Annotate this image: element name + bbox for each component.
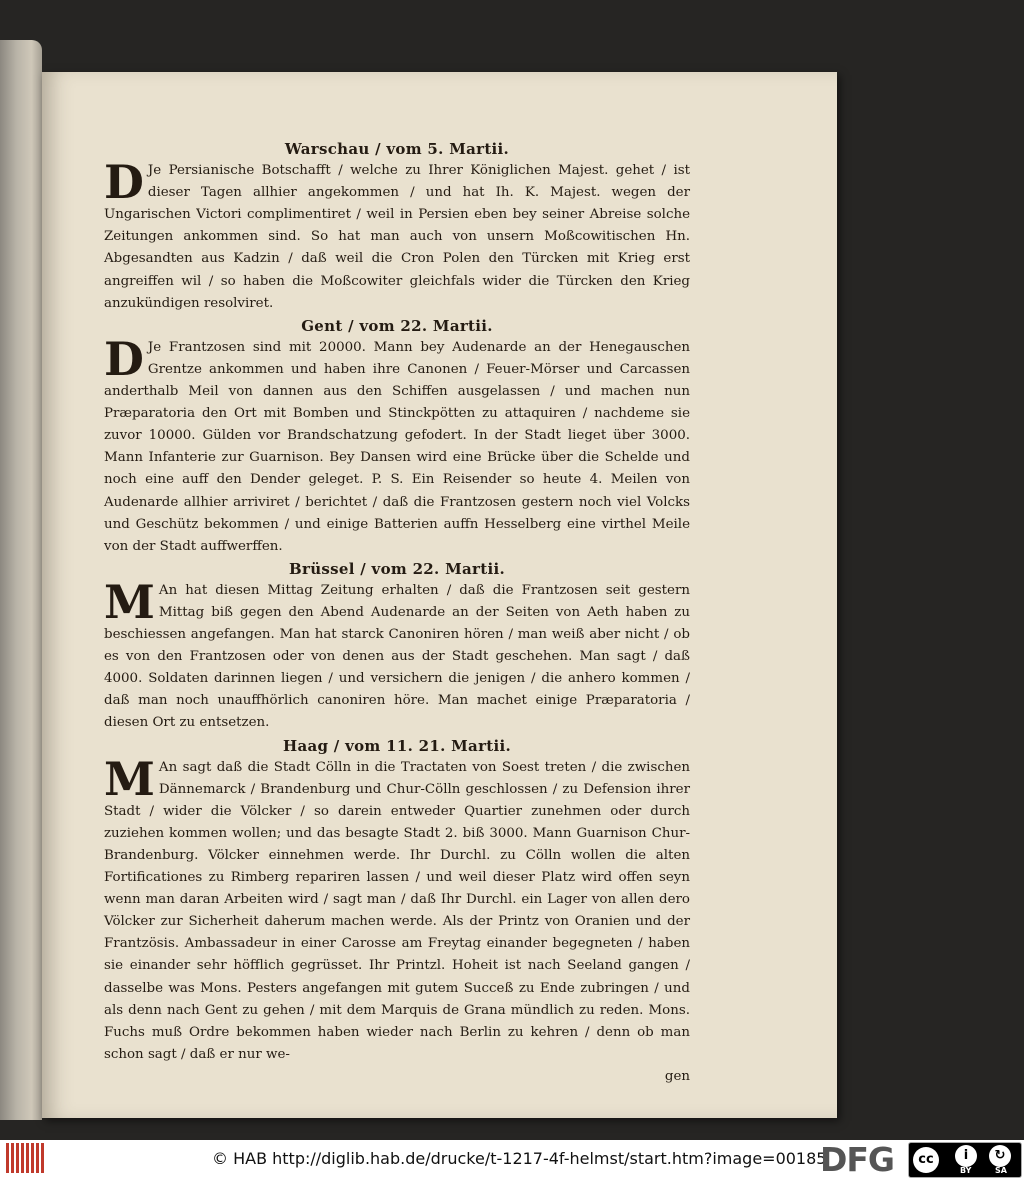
section-text: An hat diesen Mittag Zeitung erhalten / daß die Frantzosen seit gestern Mittag biß gegen den Abend Audenarde an der Seiten von Aeth haben zu beschiessen angefangen. Man hat starck Canoniren hören / man weiß aber nicht / ob es von den Frantzosen oder von denen aus der Stadt geschehen. Man sagt / daß 4000. Soldaten darinnen liegen / und versichern die jenigen / die anhero kommen / daß man noch unauffhörlich canoniren höre. Man machet einige Præparatoria / diesen Ort zu entsetzen. xyxy=(104,582,690,731)
dropcap: M xyxy=(104,574,155,629)
section-text: An sagt daß die Stadt Cölln in die Tractaten von Soest treten / die zwischen Dännemarck / Brandenburg und Chur-Cölln geschlossen / zu Defension ihrer Stadt / wider die Völcker / so darein entweder Quartier zunehmen oder durch zuziehen kommen wollen; und das besagte Stadt 2. biß 3000. Mann Guarnison Chur-Brandenburg. Völcker einnehmen werde. Ihr Durchl. zu Cölln wollen die alten Fortificationes zu Rimberg repariren lassen / und weil dieser Platz wird offen seyn wenn man daran Arbeiten wird / sagt man / daß Ihr Durchl. ein Lager von allen dero Völcker zur Sicherheit daherum machen werde. Als der Printz von Oranien und der Frantzösis. Ambassadeur in einer Carosse am Freytag einander begegneten / haben sie einander sehr höfflich gegrüsset. Ihr Printzl. Hoheit ist nach Seeland gangen / dasselbe was Mons. Pesters angefangen mit gutem Succeß zu Ende zubringen / und als denn nach Gent zu gehen / mit dem Marquis de Grana mündlich zu reden. Mons. Fuchs muß Ordre bekommen haben wieder nach Berlin zu kehren / denn ob man schon sagt / daß er nur we- xyxy=(104,759,690,1062)
section-heading-bruessel: Brüssel / vom 22. Martii. xyxy=(289,559,505,578)
section-heading-warschau: Warschau / vom 5. Martii. xyxy=(284,140,510,158)
section-body-haag xyxy=(104,751,690,1066)
by-label: BY xyxy=(960,1166,972,1175)
cc-by-sa-badge[interactable] xyxy=(908,1142,1022,1178)
attribution-icon: i xyxy=(955,1145,977,1167)
section-body-bruessel xyxy=(104,574,690,735)
dropcap: D xyxy=(104,155,144,210)
section-text: Je Persianische Botschafft / welche zu Ihrer Königlichen Majest. gehet / ist dieser Tagen allhier angekommen / und hat Ih. K. Majest. wegen der Ungarischen Victori complimentiret / weil in Persien eben bey seiner Abreise solche Zeitungen ankommen sind. So hat man auch von unsern Moßcowitischen Hn. Abgesandten aus Kadzin / daß weil die Cron Polen den Türcken mit Krieg erst angreiffen wil / so haben die Moßcowiter gleichfals wider die Türcken den Krieg anzukündigen resolviret. xyxy=(104,163,690,311)
section-heading-haag: Haag / vom 11. 21. Martii. xyxy=(282,736,512,755)
dropcap: D xyxy=(104,331,144,386)
document-page xyxy=(42,72,837,1118)
page-text-block xyxy=(104,138,690,1088)
share-alike-icon: ↻ xyxy=(989,1145,1011,1167)
footer-copyright-link[interactable]: © HAB http://diglib.hab.de/drucke/t-1217-4f-helmst/start.htm?image=00185 xyxy=(212,1149,827,1168)
cc-icon: cc xyxy=(913,1147,939,1173)
section-body-gent xyxy=(104,331,690,558)
footer-bar xyxy=(0,1140,1024,1180)
dropcap: M xyxy=(104,751,155,806)
section-heading-gent: Gent / vom 22. Martii. xyxy=(301,316,493,335)
section-body-warschau xyxy=(104,155,690,315)
section-text: Je Frantzosen sind mit 20000. Mann bey Audenarde an der Henegauschen Grentze ankommen und haben ihre Canonen / Feuer-Mörser und Carcassen anderthalb Meil von dannen aus den Schiffen ausgelassen / und machen nun Præparatoria den Ort mit Bomben und Stinckpötten zu attaquiren / nachdeme sie zuvor 10000. Gülden vor Brandschatzung gefodert. In der Stadt lieget über 3000. Mann Infanterie zur Guarnison. Bey Dansen wird eine Brücke über die Schelde und noch eine auff den Dender geleget. P. S. Ein Reisender so heute 4. Meilen von Audenarde allhier arriviret / berichtet / daß die Frantzosen gestern noch viel Volcks und Geschütz bekommen / und einige Batterien auffn Hesselberg eine virthel Meile von der Stadt auffwerffen. xyxy=(104,339,690,554)
dfg-logo[interactable]: DFG xyxy=(820,1140,895,1179)
sa-label: SA xyxy=(995,1166,1007,1175)
catchword: gen xyxy=(664,1068,690,1084)
hab-logo-icon xyxy=(6,1143,50,1177)
previous-page-edge xyxy=(0,40,42,1120)
